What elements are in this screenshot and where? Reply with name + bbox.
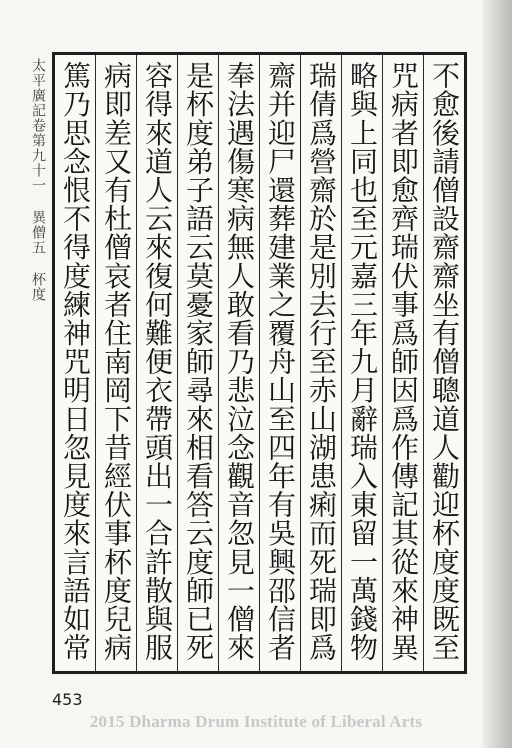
text-column: 篤乃思念恨不得度練神咒明日忽見度來言語如常 xyxy=(59,61,92,662)
text-column: 不愈後請僧設齋齋坐有僧聰道人勸迎杯度度既至 xyxy=(428,61,461,662)
text-column: 瑞倩爲營齋於是別去行至赤山湖患痢而死瑞即爲 xyxy=(305,61,338,662)
text-column: 咒病者即愈齊瑞伏事爲師因爲作傳記其從來神異 xyxy=(387,61,420,662)
page-frame xyxy=(52,52,467,674)
column-rule xyxy=(423,55,424,671)
column-rule xyxy=(259,55,260,671)
column-rule xyxy=(300,55,301,671)
text-column: 奉法遇傷寒病無人敢看乃悲泣念觀音忽見一僧來 xyxy=(223,61,256,662)
text-column: 是杯度弟子語云莫憂家師尋來相看答云度師已死 xyxy=(182,61,215,662)
column-rule xyxy=(341,55,342,671)
column-rule xyxy=(177,55,178,671)
column-rule xyxy=(95,55,96,671)
column-rule xyxy=(136,55,137,671)
text-column: 略與上同也至元嘉三年九月辭瑞入東留一萬錢物 xyxy=(346,61,379,662)
page-number: 453 xyxy=(52,690,83,709)
column-rule xyxy=(382,55,383,671)
text-column: 容得來道人云來復何難便衣帶頭出一合許散與服 xyxy=(141,61,174,662)
page-edge-shadow xyxy=(482,0,512,748)
watermark: 2015 Dharma Drum Institute of Liberal Arts xyxy=(89,712,423,731)
column-rule xyxy=(218,55,219,671)
text-column: 病即差又有杜僧哀者住南岡下昔經伏事杯度兒病 xyxy=(100,61,133,662)
margin-note: 太平廣記卷第九十一 異僧五 杯度 xyxy=(30,58,46,302)
text-column: 齋并迎尸還葬建業之覆舟山至四年有吳興邵信者 xyxy=(264,61,297,662)
